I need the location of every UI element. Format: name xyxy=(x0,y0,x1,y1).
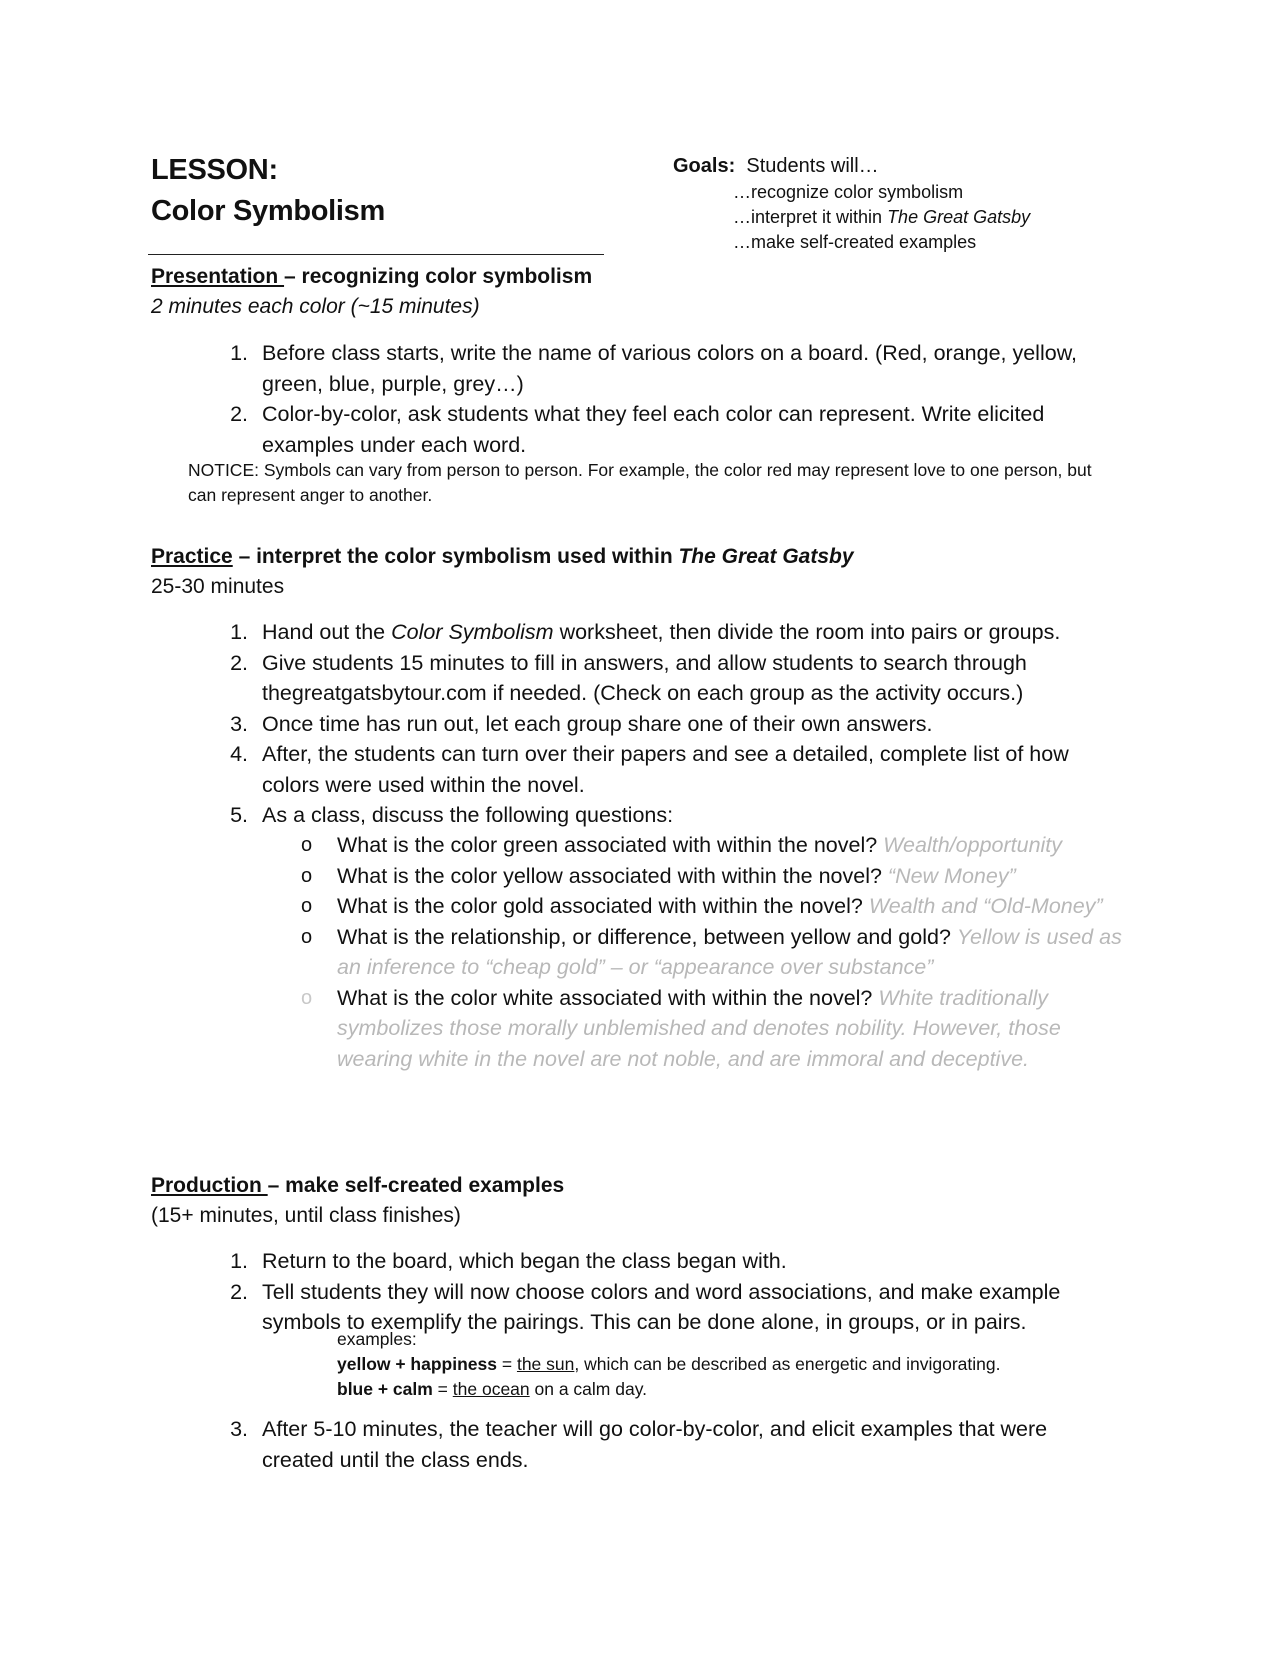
question-item xyxy=(0,983,1127,1075)
production-heading xyxy=(151,1171,564,1201)
item-number: 5. xyxy=(230,803,248,827)
question-text xyxy=(337,830,1127,861)
list-item xyxy=(0,1414,1122,1475)
practice-title-rest: – interpret the color symbolism used within xyxy=(232,545,679,568)
example-rest: on a calm day. xyxy=(529,1379,648,1399)
item-number: 3. xyxy=(230,711,248,736)
item-number: 3. xyxy=(230,1417,248,1441)
goal-item: …make self-created examples xyxy=(733,232,977,252)
item-number: 1. xyxy=(230,341,248,365)
example-eq: = xyxy=(432,1379,453,1399)
lesson-label: LESSON: xyxy=(151,154,278,186)
discussion-questions xyxy=(0,830,1127,1074)
question-item xyxy=(0,830,1127,861)
bullet-icon: o xyxy=(301,834,313,856)
item-text: Before class starts, write the name of various colors on a board. (Red, orange, yellow, green, blue, purple, grey…) xyxy=(262,341,1078,396)
item-number: 2. xyxy=(230,1279,248,1304)
item-text: Color-by-color, ask students what they feel each color can represent. Write elicited examples under each word. xyxy=(262,402,1045,457)
example-rest: , which can be described as energetic and invigorating. xyxy=(574,1354,1001,1374)
presentation-title-rest: – recognizing color symbolism xyxy=(284,265,593,288)
example-symbol: the ocean xyxy=(452,1379,530,1399)
practice-heading xyxy=(151,542,854,572)
item-text: Return to the board, which began the class began with. xyxy=(262,1249,787,1273)
bullet-icon: o xyxy=(301,925,313,948)
list-item xyxy=(0,709,1122,740)
question: What is the relationship, or difference, between yellow and gold? xyxy=(337,924,957,949)
presentation-timing: 2 minutes each color (~15 minutes) xyxy=(151,295,480,318)
production-title-rest: – make self-created examples xyxy=(267,1174,565,1197)
goal-item: …recognize color symbolism xyxy=(733,182,964,202)
question-text xyxy=(337,891,1127,922)
item-number: 1. xyxy=(230,620,248,644)
presentation-title: Presentation xyxy=(151,265,285,288)
question: What is the color white associated with within the novel? xyxy=(337,985,879,1010)
item-text: After, the students can turn over their papers and see a detailed, complete list of how colors were used within the novel. xyxy=(262,742,1069,797)
goal-book-title: The Great Gatsby xyxy=(887,207,1031,227)
production-timing: (15+ minutes, until class finishes) xyxy=(151,1204,461,1227)
example-pair: yellow + happiness xyxy=(337,1354,497,1374)
question: What is the color yellow associated with within the novel? xyxy=(337,863,888,888)
goals-list xyxy=(733,180,1030,255)
item-text: Once time has run out, let each group share one of their own answers. xyxy=(262,711,933,736)
answer: Yellow is used as an inference to “cheap gold” – or “appearance over substance” xyxy=(337,924,1122,979)
item-number: 2. xyxy=(230,650,248,675)
lesson-title-block xyxy=(151,150,385,232)
list-item xyxy=(0,739,1122,800)
goals-label: Goals: xyxy=(673,155,736,177)
list-item xyxy=(0,800,1122,831)
question: What is the color gold associated with within the novel? xyxy=(337,894,869,918)
item-text: Give students 15 minutes to fill in answers, and allow students to search through thegreatgatsbytour.com if needed. (Check on each group as the activity occurs.) xyxy=(262,650,1027,705)
example-pair: blue + calm xyxy=(337,1379,433,1399)
bullet-icon: o xyxy=(301,895,313,917)
presentation-steps xyxy=(0,338,1122,460)
practice-timing: 25-30 minutes xyxy=(151,575,285,598)
production-steps-1-2 xyxy=(0,1246,1122,1338)
question-text xyxy=(337,983,1127,1075)
question-text xyxy=(337,922,1127,983)
question: What is the color green associated with within the novel? xyxy=(337,833,884,857)
example-symbol: the sun xyxy=(516,1354,575,1374)
practice-steps xyxy=(0,617,1122,831)
notice-text: NOTICE: Symbols can vary from person to person. For example, the color red may represent love to one person, but can represent anger to another. xyxy=(188,460,1092,505)
production-title: Production xyxy=(151,1174,268,1197)
answer: Wealth and “Old-Money” xyxy=(868,894,1103,918)
question-item xyxy=(0,861,1127,892)
item-number: 4. xyxy=(230,742,248,766)
question-item xyxy=(0,891,1127,922)
list-item xyxy=(0,648,1122,709)
item-text: As a class, discuss the following questions: xyxy=(262,803,674,827)
goals-intro: Students will… xyxy=(746,155,879,177)
bullet-icon: o xyxy=(301,864,313,887)
examples-label: examples: xyxy=(337,1329,417,1349)
example-eq: = xyxy=(497,1354,517,1374)
answer: Wealth/opportunity xyxy=(883,833,1063,857)
question-item xyxy=(0,922,1127,983)
list-item xyxy=(0,338,1122,399)
question-text xyxy=(337,861,1127,892)
title-divider xyxy=(148,254,604,255)
example-line xyxy=(337,1352,1000,1377)
answer: White traditionally symbolizes those morally unblemished and denotes nobility. However, those wearing white in the novel are not noble, and are immoral and deceptive. xyxy=(337,985,1061,1071)
goal-text: …interpret it within xyxy=(733,207,888,227)
item-text-part: Hand out the xyxy=(262,620,392,644)
goal-item xyxy=(733,205,1030,230)
item-text: After 5-10 minutes, the teacher will go color-by-color, and elicit examples that were created until the class ends. xyxy=(262,1417,1048,1472)
bullet-icon: o xyxy=(301,986,313,1009)
item-text: Tell students they will now choose colors and word associations, and make example symbols to exemplify the pairings. This can be done alone, in groups, or in pairs. xyxy=(262,1279,1061,1334)
list-item xyxy=(0,1246,1122,1277)
practice-book-title: The Great Gatsby xyxy=(678,545,854,568)
answer: “New Money” xyxy=(887,863,1016,888)
production-step-3 xyxy=(0,1414,1122,1475)
item-text-part: worksheet, then divide the room into pairs or groups. xyxy=(553,620,1061,644)
lesson-title: Color Symbolism xyxy=(151,195,385,227)
list-item xyxy=(0,617,1122,648)
goals-heading xyxy=(673,152,879,180)
practice-title: Practice xyxy=(151,545,233,568)
item-text xyxy=(262,617,1122,648)
example-line xyxy=(337,1377,1000,1402)
presentation-heading xyxy=(151,262,592,292)
worksheet-title: Color Symbolism xyxy=(391,620,554,644)
list-item xyxy=(0,399,1122,460)
item-number: 1. xyxy=(230,1249,248,1273)
examples-block xyxy=(337,1327,1000,1402)
item-number: 2. xyxy=(230,402,248,426)
